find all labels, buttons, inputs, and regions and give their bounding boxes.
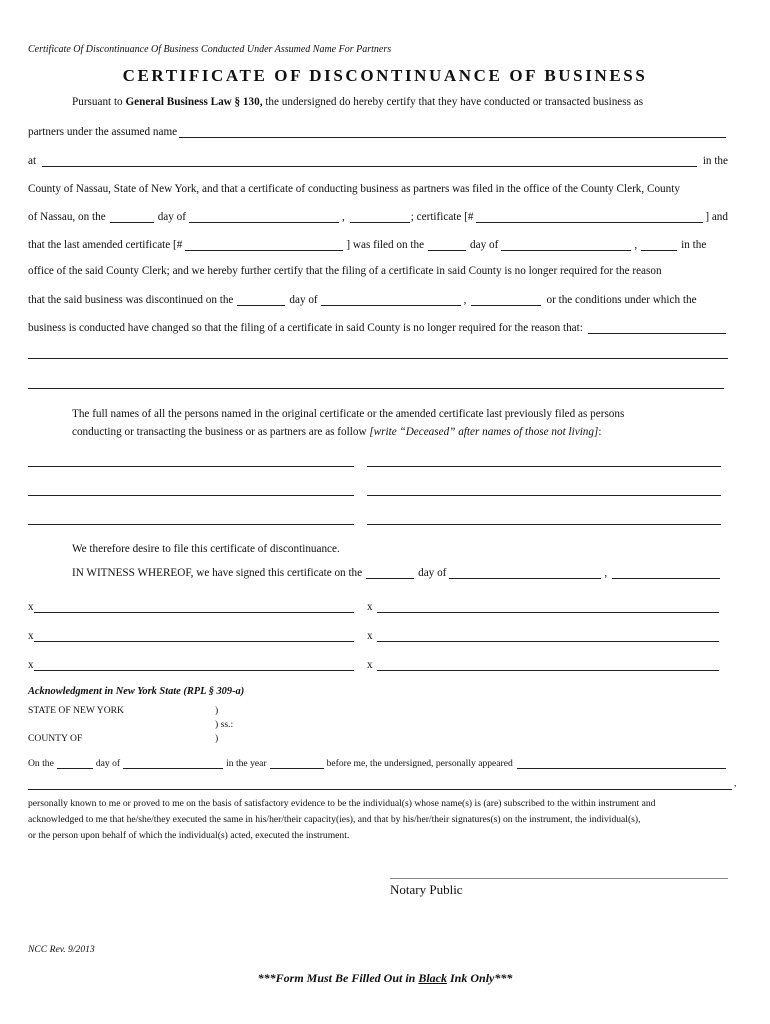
appeared-name-field[interactable] <box>517 759 726 769</box>
state-label: STATE OF NEW YORK <box>28 705 124 716</box>
names-instruction-1: The full names of all the persons named in the original certificate or the amended certificate last previously filed as persons <box>72 408 625 420</box>
footer-notice <box>0 971 770 986</box>
witness-label: IN WITNESS WHEREOF, we have signed this certificate on the <box>72 567 363 579</box>
conditions-label: or the conditions under which the <box>546 294 697 306</box>
signature-x: x <box>28 630 34 642</box>
witness-year-field[interactable] <box>612 568 720 579</box>
in-the-label: in the <box>702 155 728 167</box>
county-paren: ) <box>215 733 219 744</box>
acknowledgment-title: Acknowledgment in New York State (RPL § 309-a) <box>28 686 245 697</box>
discontinued-label: that the said business was discontinued on the <box>28 294 234 306</box>
signature-x: x <box>367 659 373 671</box>
filed-dayof-label: day of <box>157 211 186 223</box>
notary-label: Notary Public <box>390 882 463 897</box>
reason-field[interactable] <box>588 323 726 334</box>
document-title: CERTIFICATE OF DISCONTINUANCE OF BUSINESS <box>122 66 648 85</box>
address-field[interactable] <box>42 156 697 167</box>
signature-field[interactable] <box>34 660 354 671</box>
amended-month-field[interactable] <box>501 240 631 251</box>
signature-x: x <box>28 659 34 671</box>
signature-row-1-right <box>367 601 721 613</box>
ss-label: ) ss.: <box>215 719 234 730</box>
discontinued-row <box>28 294 728 306</box>
county-of-label: COUNTY OF <box>28 733 83 744</box>
witness-dayof-label: day of <box>418 567 447 579</box>
desire-text: We therefore desire to file this certificate of discontinuance. <box>72 543 340 555</box>
filed-year-field[interactable] <box>350 212 410 223</box>
law-reference: General Business Law § 130, <box>125 96 263 108</box>
filed-label: of Nassau, on the <box>28 211 106 223</box>
name-line-3-right[interactable] <box>367 524 721 525</box>
in-the-label: in the <box>681 239 707 251</box>
name-line-3-left[interactable] <box>28 524 354 525</box>
revision-label: NCC Rev. 9/2013 <box>28 944 95 955</box>
ack-body-1: personally known to me or proved to me on the basis of satisfactory evidence to be the individual(s) whose name(s) is (are) subscribed to the within instrument and <box>28 798 656 809</box>
amended-year-field[interactable] <box>641 240 677 251</box>
assumed-name-field[interactable] <box>179 127 726 138</box>
county-line: County of Nassau, State of New York, and that a certificate of conducting business as partners was filed in the office of the County Clerk, County <box>28 183 680 195</box>
amended-day-field[interactable] <box>428 240 466 251</box>
footer-black: Black <box>418 971 448 985</box>
amended-number-field[interactable] <box>185 240 343 251</box>
at-label: at <box>28 155 37 167</box>
appearance-row <box>28 758 728 769</box>
witness-month-field[interactable] <box>449 568 601 579</box>
names-instruction-text: conducting or transacting the business or as partners are as follow <box>72 426 370 438</box>
signature-field[interactable] <box>377 602 719 613</box>
signature-x: x <box>28 601 34 613</box>
signature-field[interactable] <box>34 602 354 613</box>
witness-day-field[interactable] <box>366 568 414 579</box>
signature-row-3-left <box>28 659 354 671</box>
header-caption: Certificate Of Discontinuance Of Business Conducted Under Assumed Name For Partners <box>28 44 392 55</box>
assumed-name-label: partners under the assumed name <box>28 126 178 138</box>
names-instruction-2 <box>72 427 601 438</box>
amended-label: that the last amended certificate [# <box>28 239 183 251</box>
name-line-1-right[interactable] <box>367 466 721 467</box>
amended-dayof-label: day of <box>470 239 499 251</box>
certificate-number-field[interactable] <box>476 212 704 223</box>
ack-body-3: or the person upon behalf of which the individual(s) acted, executed the instrument. <box>28 830 350 841</box>
filed-day-field[interactable] <box>110 212 154 223</box>
filed-on-label: ] was filed on the <box>346 239 425 251</box>
ack-day-field[interactable] <box>57 759 93 769</box>
assumed-name-row <box>28 126 728 138</box>
notary-signature-line[interactable] <box>390 878 728 879</box>
amended-row <box>28 239 728 251</box>
discontinued-year-field[interactable] <box>471 295 541 306</box>
name-line-2-left[interactable] <box>28 495 354 496</box>
comma: , <box>634 239 638 251</box>
signature-row-2-left <box>28 630 354 642</box>
certificate-label: ; certificate [# <box>410 211 474 223</box>
on-the-label: On the <box>28 758 54 769</box>
comma: , <box>341 211 345 223</box>
name-line-2-right[interactable] <box>367 495 721 496</box>
in-the-year-label: in the year <box>226 758 267 769</box>
appeared-name-line-2[interactable] <box>28 789 732 790</box>
office-line: office of the said County Clerk; and we hereby further certify that the filing of a certificate in said County is no longer required for the reason <box>28 265 662 277</box>
discontinued-month-field[interactable] <box>321 295 461 306</box>
discontinued-day-field[interactable] <box>237 295 285 306</box>
reason-line-3[interactable] <box>28 388 724 389</box>
and-label: ] and <box>705 211 728 223</box>
deceased-note: [write “Deceased” after names of those not living] <box>369 426 599 438</box>
name-line-1-left[interactable] <box>28 466 354 467</box>
address-row <box>28 155 728 167</box>
reason-line-2[interactable] <box>28 358 728 359</box>
ack-dayof-label: day of <box>95 758 121 769</box>
signature-x: x <box>367 630 373 642</box>
signature-field[interactable] <box>377 660 719 671</box>
ack-year-field[interactable] <box>270 759 324 769</box>
signature-field[interactable] <box>377 631 719 642</box>
signature-x: x <box>367 601 373 613</box>
comma: , <box>734 778 737 789</box>
footer-text-end: Ink Only*** <box>447 971 513 985</box>
witness-row <box>72 567 722 579</box>
comma: , <box>604 567 608 579</box>
state-paren: ) <box>215 705 219 716</box>
intro-rest: the undersigned do hereby certify that they have conducted or transacted business as <box>262 96 644 108</box>
reason-row <box>28 322 728 334</box>
ack-body-2: acknowledged to me that he/she/they executed the same in his/her/their capacity(ies), and that by his/her/their signatures(s) on the instrument, the individual(s), <box>28 814 641 825</box>
colon: : <box>598 426 602 438</box>
signature-row-3-right <box>367 659 721 671</box>
discontinued-dayof-label: day of <box>289 294 318 306</box>
filed-month-field[interactable] <box>189 212 339 223</box>
signature-row-1-left <box>28 601 354 613</box>
intro-line <box>72 97 643 108</box>
reason-label: business is conducted have changed so that the filing of a certificate in said County is no longer required for the reason that: <box>28 322 583 334</box>
filed-row <box>28 211 728 223</box>
signature-field[interactable] <box>34 631 354 642</box>
intro-lead: Pursuant to <box>72 96 126 108</box>
signature-row-2-right <box>367 630 721 642</box>
footer-text: ***Form Must Be Filled Out in <box>257 971 419 985</box>
appeared-label: before me, the undersigned, personally appeared <box>326 758 513 769</box>
ack-month-field[interactable] <box>123 759 223 769</box>
comma: , <box>463 294 467 306</box>
